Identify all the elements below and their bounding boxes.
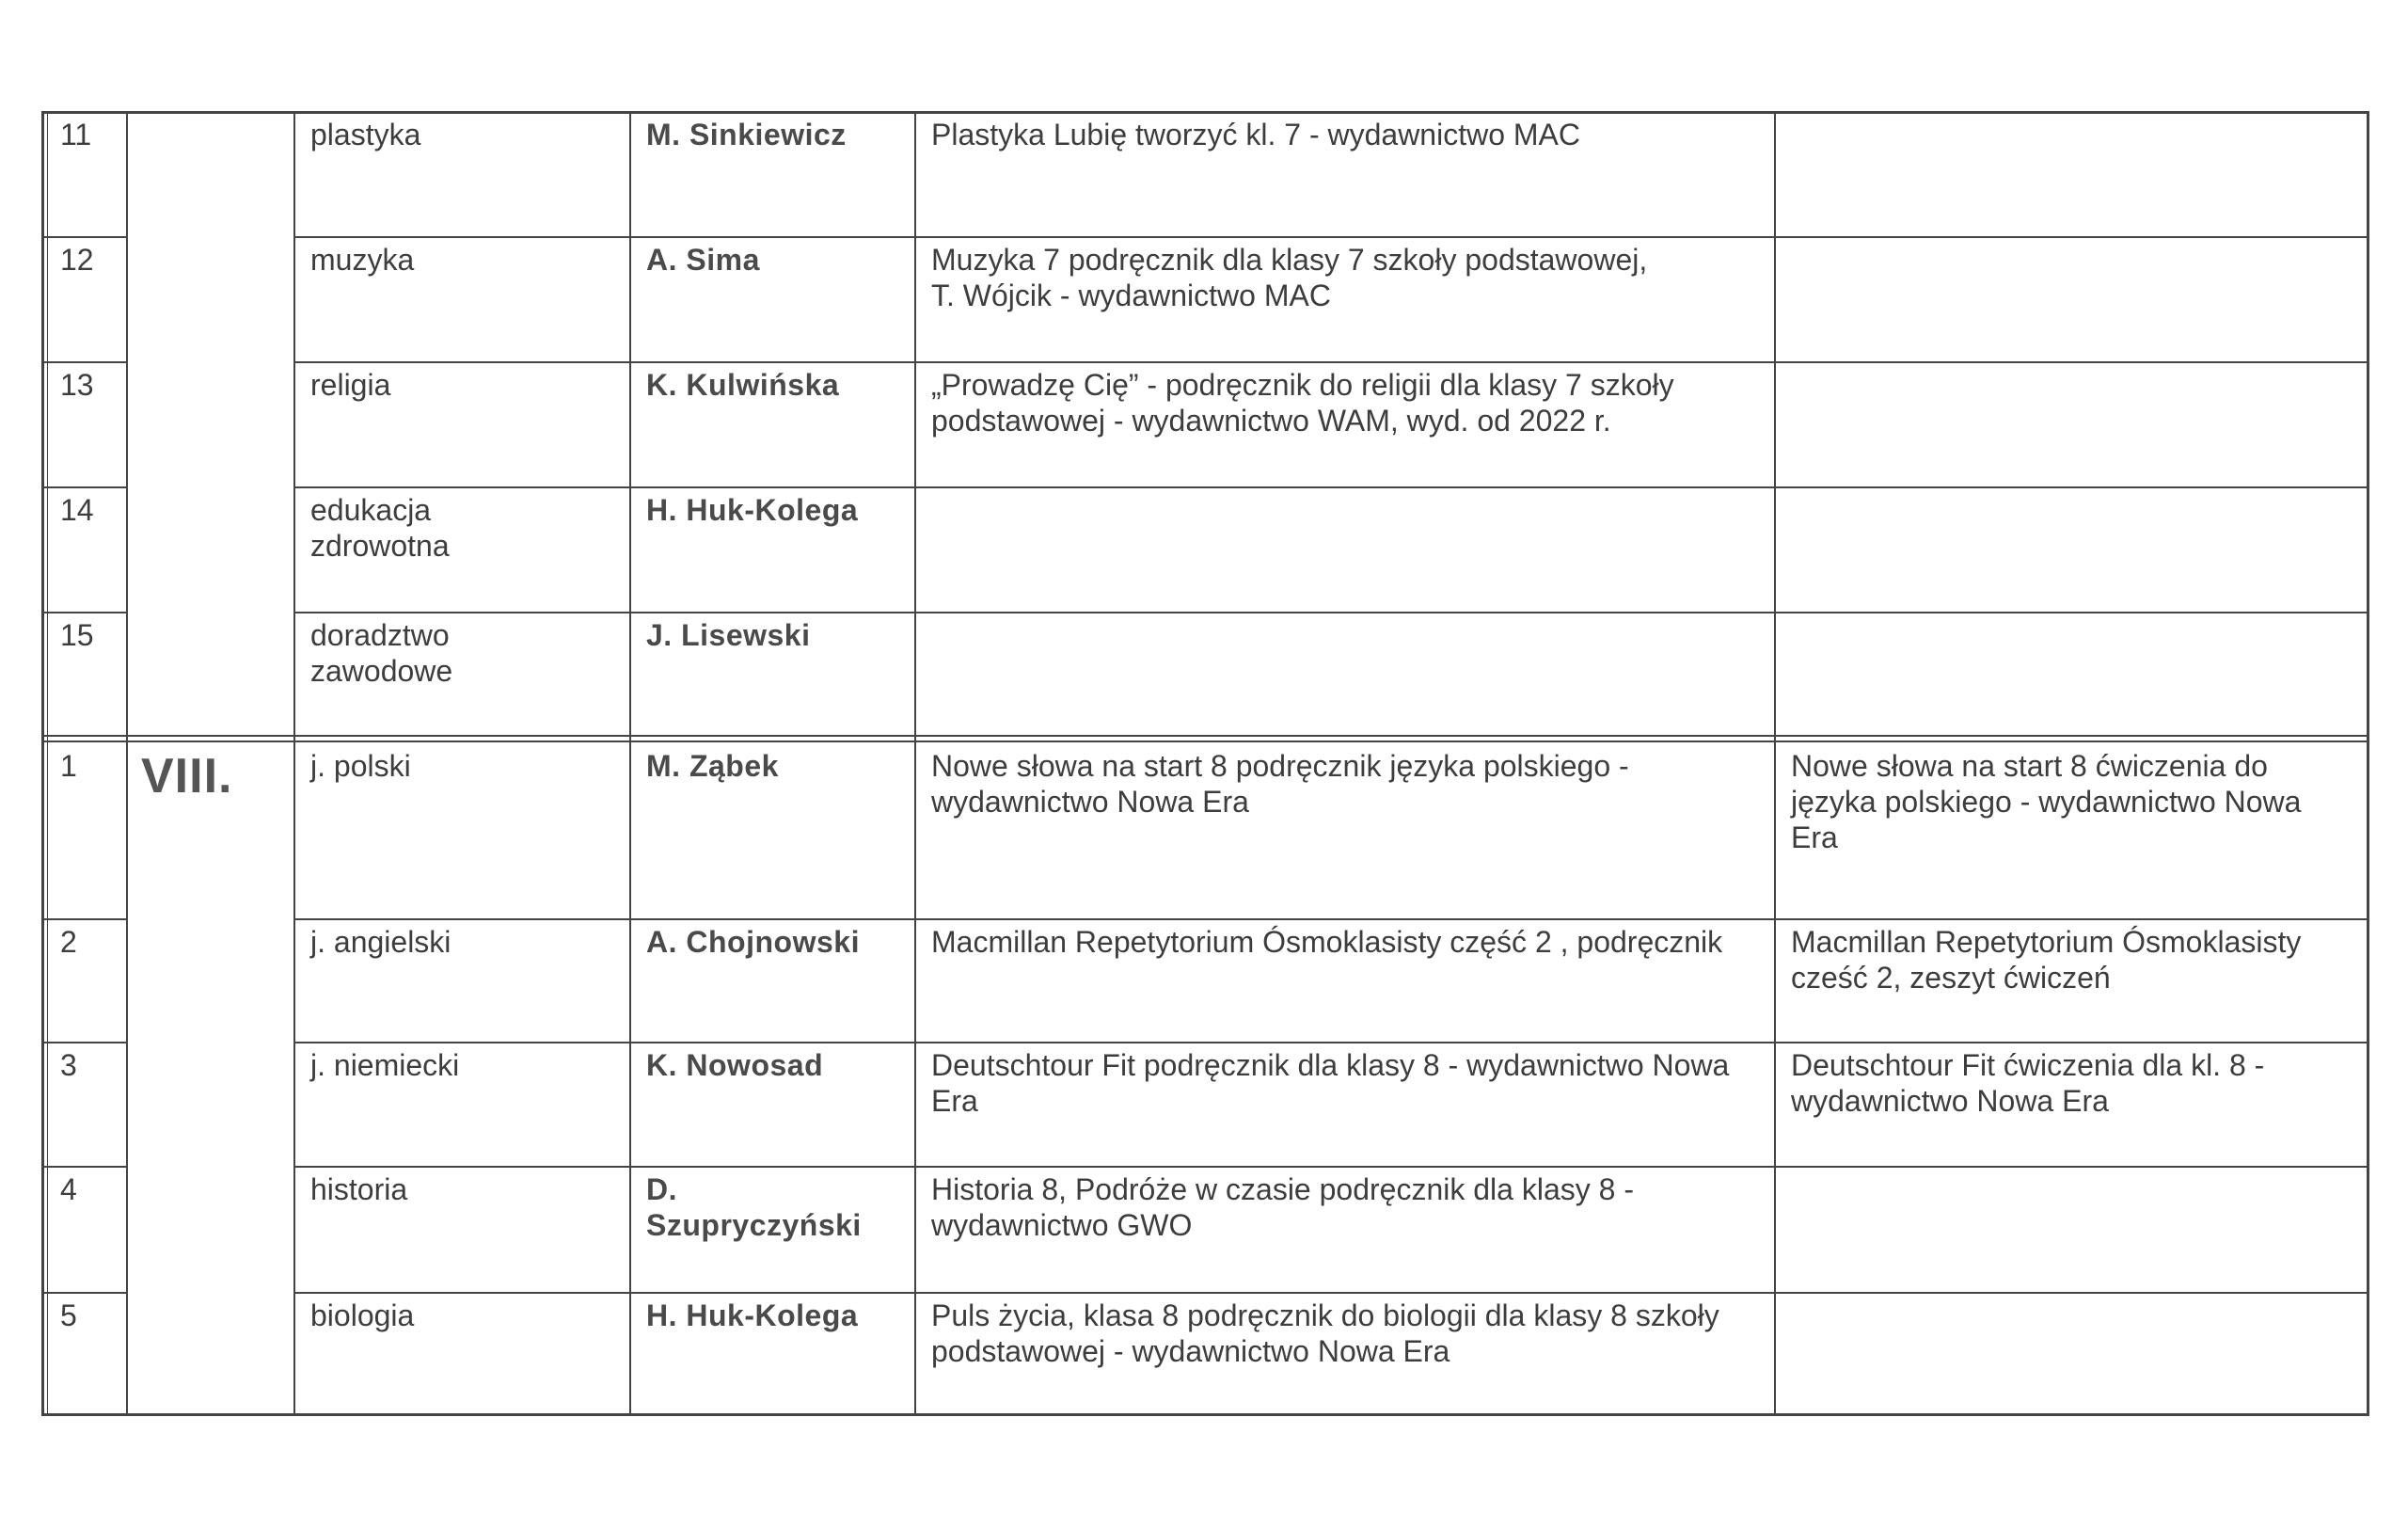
- row-divider: [293, 1292, 2369, 1294]
- cell-nauczyciel: H. Huk-Kolega: [646, 493, 859, 527]
- cell-podrecznik: Macmillan Repetytorium Ósmoklasisty część 2 , podręcznik: [931, 925, 1723, 959]
- textbook-table: [41, 111, 2369, 1416]
- row-divider: [41, 1042, 126, 1043]
- cell-nauczyciel: J. Lisewski: [646, 618, 811, 652]
- cell-przedmiot: j. polski: [310, 749, 411, 783]
- cell-nauczyciel: K. Nowosad: [646, 1048, 824, 1082]
- table-border-left-inner: [47, 111, 48, 1416]
- cell-lp: 15: [60, 618, 94, 652]
- cell-podrecznik: Plastyka Lubię tworzyć kl. 7 - wydawnictwo MAC: [931, 118, 1580, 151]
- cell-przedmiot: plastyka: [310, 118, 421, 151]
- col-divider: [293, 111, 295, 1416]
- row-divider: [41, 612, 126, 613]
- col-divider: [914, 111, 916, 1416]
- table-border-left: [41, 111, 44, 1416]
- cell-lp: 14: [60, 493, 94, 527]
- row-divider: [41, 1166, 126, 1168]
- cell-podrecznik: Deutschtour Fit podręcznik dla klasy 8 - wydawnictwo Nowa Era: [931, 1048, 1730, 1118]
- row-divider: [293, 486, 2369, 488]
- cell-lp: 13: [60, 368, 94, 402]
- cell-przedmiot: biologia: [310, 1298, 415, 1332]
- cell-przedmiot: edukacja zdrowotna: [310, 493, 450, 563]
- table-border-bottom: [41, 1413, 2369, 1416]
- table-border-top: [41, 111, 2369, 114]
- cell-lp: 1: [60, 749, 77, 783]
- cell-lp: 4: [60, 1172, 77, 1206]
- cell-lp: 12: [60, 243, 94, 277]
- row-divider: [41, 236, 126, 238]
- row-divider: [293, 361, 2369, 363]
- row-divider: [41, 361, 126, 363]
- cell-cwiczenia: Macmillan Repetytorium Ósmoklasisty cześć 2, zeszyt ćwiczeń: [1791, 925, 2302, 995]
- cell-przedmiot: muzyka: [310, 243, 415, 277]
- col-divider: [629, 111, 631, 1416]
- class-label: VIII.: [141, 749, 233, 804]
- section-divider-2: [41, 741, 2369, 742]
- cell-podrecznik: Puls życia, klasa 8 podręcznik do biologii dla klasy 8 szkoły podstawowej - wydawnictwo Nowa Era: [931, 1298, 1719, 1368]
- cell-lp: 11: [60, 118, 92, 151]
- row-divider: [41, 486, 126, 488]
- cell-nauczyciel: A. Sima: [646, 243, 760, 277]
- cell-cwiczenia: Deutschtour Fit ćwiczenia dla kl. 8 - wydawnictwo Nowa Era: [1791, 1048, 2265, 1118]
- cell-przedmiot: doradztwo zawodowe: [310, 618, 453, 688]
- cell-przedmiot: j. niemiecki: [310, 1048, 460, 1082]
- cell-przedmiot: j. angielski: [310, 925, 452, 959]
- col-divider: [1774, 111, 1776, 1416]
- cell-podrecznik: Historia 8, Podróże w czasie podręcznik dla klasy 8 - wydawnictwo GWO: [931, 1172, 1634, 1242]
- row-divider: [41, 918, 126, 920]
- cell-nauczyciel: M. Sinkiewicz: [646, 118, 847, 151]
- row-divider: [293, 1042, 2369, 1043]
- row-divider: [293, 612, 2369, 613]
- cell-przedmiot: historia: [310, 1172, 408, 1206]
- cell-nauczyciel: K. Kulwińska: [646, 368, 840, 402]
- cell-nauczyciel: A. Chojnowski: [646, 925, 860, 959]
- row-divider: [41, 1292, 126, 1294]
- table-border-right: [2367, 111, 2369, 1416]
- cell-przedmiot: religia: [310, 368, 391, 402]
- row-divider: [293, 1166, 2369, 1168]
- cell-podrecznik: Nowe słowa na start 8 podręcznik języka polskiego - wydawnictwo Nowa Era: [931, 749, 1629, 819]
- cell-lp: 2: [60, 925, 77, 959]
- row-divider: [293, 918, 2369, 920]
- row-divider: [293, 236, 2369, 238]
- cell-podrecznik: „Prowadzę Cię” - podręcznik do religii dla klasy 7 szkoły podstawowej - wydawnictwo WAM, wyd. od 2022 r.: [931, 368, 1674, 438]
- cell-lp: 5: [60, 1298, 77, 1332]
- section-divider: [41, 735, 2369, 737]
- cell-cwiczenia: Nowe słowa na start 8 ćwiczenia do języka polskiego - wydawnictwo Nowa Era: [1791, 749, 2302, 854]
- cell-lp: 3: [60, 1048, 77, 1082]
- col-divider: [126, 111, 128, 1416]
- cell-nauczyciel: M. Ząbek: [646, 749, 779, 783]
- cell-podrecznik: Muzyka 7 podręcznik dla klasy 7 szkoły podstawowej, T. Wójcik - wydawnictwo MAC: [931, 243, 1648, 312]
- cell-nauczyciel: D. Szupryczyński: [646, 1172, 862, 1242]
- cell-nauczyciel: H. Huk-Kolega: [646, 1298, 859, 1332]
